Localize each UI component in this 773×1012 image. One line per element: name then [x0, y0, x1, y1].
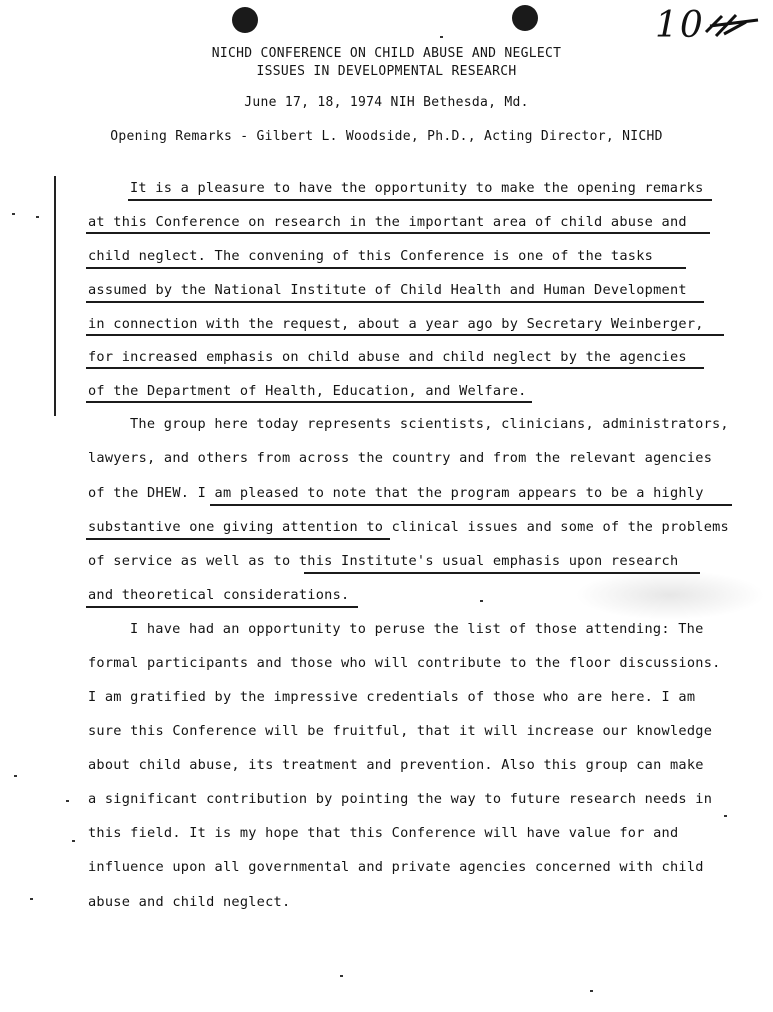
paragraph3-line: influence upon all governmental and private agencies concerned with child — [88, 859, 704, 875]
scan-speck — [36, 216, 39, 218]
underline — [86, 232, 710, 234]
handwritten-page-number: 10 — [655, 5, 705, 46]
paragraph1-line: at this Conference on research in the important area of child abuse and — [88, 214, 687, 230]
punch-hole-right — [512, 5, 538, 31]
header-date-line: June 17, 18, 1974 NIH Bethesda, Md. — [244, 95, 529, 110]
paragraph3-line: a significant contribution by pointing the way to future research needs in — [88, 791, 713, 807]
scan-speck — [66, 800, 69, 802]
scribble-mark — [702, 12, 760, 42]
paragraph3-line: this field. It is my hope that this Conference will have value for and — [88, 825, 679, 841]
underline — [86, 538, 390, 540]
paragraph3-line: about child abuse, its treatment and prevention. Also this group can make — [88, 757, 704, 773]
scan-speck — [12, 213, 15, 215]
paragraph1-line: assumed by the National Institute of Child Health and Human Development — [88, 282, 687, 298]
paragraph1-line: of the Department of Health, Education, and Welfare. — [88, 383, 527, 399]
underline — [86, 267, 686, 269]
underline — [86, 401, 532, 403]
paragraph3-line: sure this Conference will be fruitful, that it will increase our knowledge — [88, 723, 713, 739]
scan-speck — [440, 36, 443, 38]
underline — [128, 199, 712, 201]
underline — [86, 367, 704, 369]
underline — [86, 606, 358, 608]
paragraph1-line: It is a pleasure to have the opportunity to make the opening remarks — [130, 180, 704, 196]
header-title-line1: NICHD CONFERENCE ON CHILD ABUSE AND NEGLECT — [211, 46, 562, 61]
paragraph2-line: of the DHEW. I am pleased to note that the program appears to be a highly — [88, 485, 704, 501]
margin-bar — [54, 176, 56, 416]
scan-speck — [480, 600, 483, 602]
scan-speck — [724, 815, 727, 817]
underline — [86, 301, 704, 303]
paragraph2-line: and theoretical considerations. — [88, 587, 350, 603]
header-title-line2: ISSUES IN DEVELOPMENTAL RESEARCH — [256, 64, 517, 79]
paragraph2-line: The group here today represents scientists, clinicians, administrators, — [130, 416, 729, 432]
paragraph2-line: substantive one giving attention to clinical issues and some of the problems — [88, 519, 729, 535]
scan-speck — [30, 898, 33, 900]
underline — [86, 334, 724, 336]
paragraph1-line: in connection with the request, about a year ago by Secretary Weinberger, — [88, 316, 704, 332]
header-remarks-line: Opening Remarks - Gilbert L. Woodside, Ph.D., Acting Director, NICHD — [110, 129, 663, 144]
paragraph1-line: for increased emphasis on child abuse and child neglect by the agencies — [88, 349, 687, 365]
paragraph3-line: abuse and child neglect. — [88, 894, 291, 910]
scan-speck — [72, 840, 75, 842]
paragraph3-line: I have had an opportunity to peruse the list of those attending: The — [130, 621, 704, 637]
paragraph2-line: lawyers, and others from across the country and from the relevant agencies — [88, 450, 713, 466]
scan-speck — [590, 990, 593, 992]
paragraph3-line: formal participants and those who will contribute to the floor discussions. — [88, 655, 721, 671]
scan-smudge — [575, 570, 765, 620]
underline — [210, 504, 732, 506]
scan-speck — [340, 975, 343, 977]
paragraph3-line: I am gratified by the impressive credentials of those who are here. I am — [88, 689, 696, 705]
paragraph1-line: child neglect. The convening of this Conference is one of the tasks — [88, 248, 654, 264]
paragraph2-line: of service as well as to this Institute's usual emphasis upon research — [88, 553, 679, 569]
scan-speck — [14, 775, 17, 777]
punch-hole-left — [232, 7, 258, 33]
